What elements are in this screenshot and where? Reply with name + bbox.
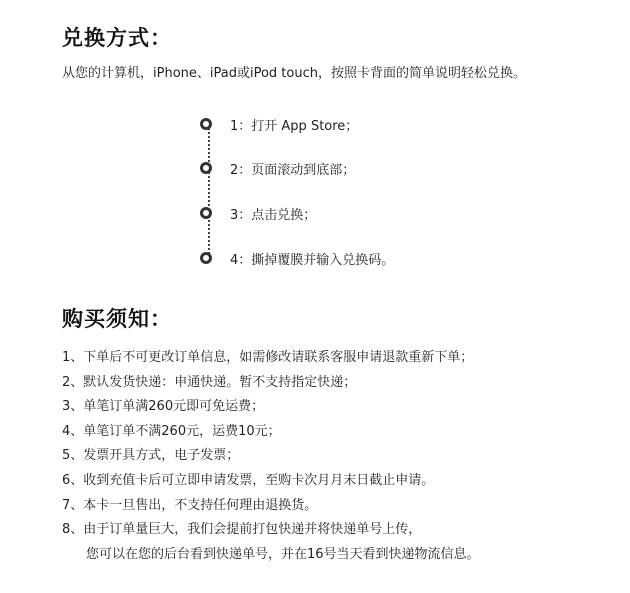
timeline-node-icon <box>200 162 212 174</box>
redeem-step-4 <box>200 248 394 268</box>
notice-item: 6、收到充值卡后可立即申请发票，至购卡次月月末日截止申请。 <box>62 472 435 488</box>
step-number: 3： <box>230 207 252 223</box>
notice-item-continuation: 您可以在您的后台看到快递单号，并在16号当天看到快递物流信息。 <box>86 546 480 562</box>
notice-item: 7、本卡一旦售出，不支持任何理由退换货。 <box>62 497 318 513</box>
timeline-node-icon <box>200 118 212 130</box>
redeem-step-2 <box>200 158 355 178</box>
step-text: 点击兑换； <box>251 207 317 223</box>
redeem-step-3 <box>200 203 316 223</box>
step-text: 打开 App Store； <box>251 118 359 134</box>
step-number: 2： <box>230 162 252 178</box>
step-number: 1： <box>230 118 252 134</box>
redeem-steps-timeline <box>200 112 500 272</box>
notice-item: 4、单笔订单不满260元，运费10元； <box>62 423 281 439</box>
timeline-node-icon <box>200 207 212 219</box>
timeline-node-icon <box>200 252 212 264</box>
redeem-step-1 <box>200 114 358 134</box>
step-text: 页面滚动到底部； <box>251 162 356 178</box>
step-text: 撕掉覆膜并输入兑换码。 <box>251 252 395 268</box>
purchase-notice-list <box>62 346 480 567</box>
notice-item: 3、单笔订单满260元即可免运费； <box>62 399 265 415</box>
notice-item: 5、发票开具方式，电子发票； <box>62 448 240 464</box>
timeline-dotted-line <box>208 124 210 258</box>
redeem-method-heading: 兑换方式： <box>62 26 172 50</box>
step-number: 4： <box>230 252 252 268</box>
redeem-intro-text: 从您的计算机，iPhone、iPad或iPod touch，按照卡背面的简单说明轻松兑换。 <box>62 66 526 81</box>
notice-item: 8、由于订单量巨大，我们会提前打包快递并将快递单号上传， <box>62 522 422 538</box>
notice-item: 1、下单后不可更改订单信息，如需修改请联系客服申请退款重新下单； <box>62 350 474 365</box>
purchase-notice-heading: 购买须知： <box>62 307 172 331</box>
notice-item: 2、默认发货快递：申通快递。暂不支持指定快递； <box>62 374 357 390</box>
